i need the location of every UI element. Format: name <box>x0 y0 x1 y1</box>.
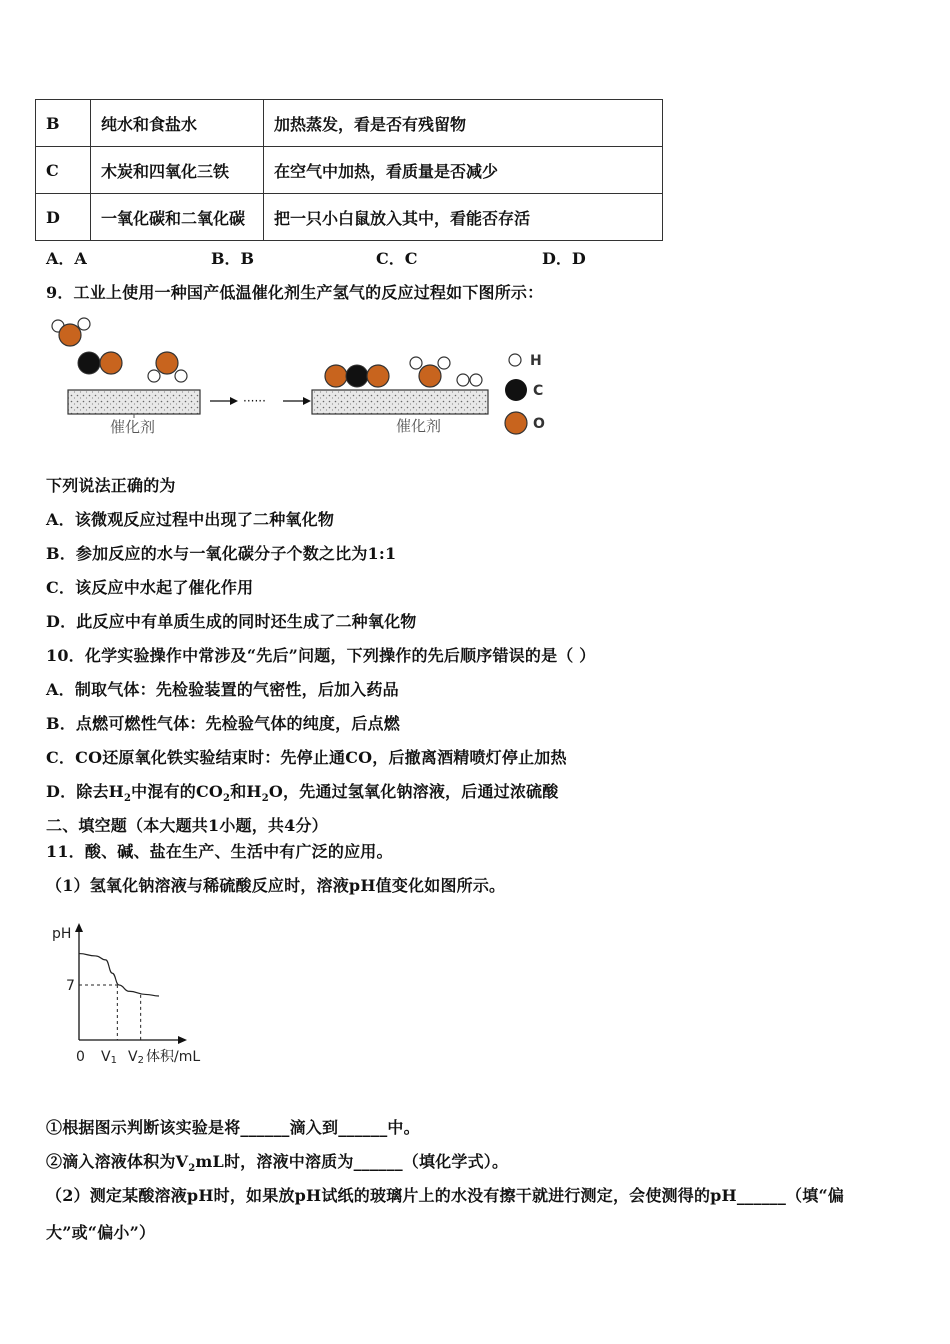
legend-o: O <box>533 416 545 432</box>
q9-option-d: D．此反应中有单质生成的同时还生成了二种氧化物 <box>46 612 417 631</box>
water-molecule-icon <box>410 357 450 387</box>
table-cell-label: C <box>36 147 91 194</box>
table-row <box>36 147 663 194</box>
q11-line1: ①根据图示判断该实验是将______滴入到______中。 <box>46 1118 420 1137</box>
q11-part2-b: 大”或“偏小”） <box>46 1223 156 1242</box>
choice-d: D．D <box>542 249 586 268</box>
q9-option-c: C．该反应中水起了催化作用 <box>46 578 254 597</box>
section-heading: 二、填空题（本大题共1小题，共4分） <box>46 816 328 835</box>
q10-option-d: D．除去$H_2$中混有的$CO_2$和$H_2O$，先通过氢氧化钠溶液，后通过浓硫酸 <box>46 782 559 805</box>
q9-option-b: B．参加反应的水与一氧化碳分子个数之比为1:1 <box>46 544 397 563</box>
x-tick-v1: V1 <box>101 1049 117 1066</box>
q9-option-a: A．该微观反应过程中出现了二种氧化物 <box>46 510 335 529</box>
water-molecule-icon <box>52 318 90 346</box>
hydrogen-atom-icon <box>509 354 521 366</box>
q11-part2-a: （2）测定某酸溶液pH时，如果放pH试纸的玻璃片上的水没有擦干就进行测定，会使测得的pH______（填“偏 <box>46 1186 845 1205</box>
table-cell-label: D <box>36 194 91 241</box>
y-tick-label: 7 <box>66 978 75 994</box>
y-axis-label: pH <box>52 926 72 942</box>
catalyst-slab <box>68 390 200 414</box>
q11-part1: （1）氢氧化钠溶液与稀硫酸反应时，溶液pH值变化如图所示。 <box>46 876 506 895</box>
q10-option-c: C．CO还原氧化铁实验结束时：先停止通CO，后撤离酒精喷灯停止加热 <box>46 748 567 767</box>
choice-c: C．C <box>376 249 418 268</box>
carbon-atom-icon <box>505 379 527 401</box>
legend-h: H <box>530 353 542 369</box>
catalyst-label-2: 催化剂 <box>396 417 442 435</box>
water-molecule-icon <box>148 352 187 382</box>
q10-option-a: A．制取气体：先检验装置的气密性，后加入药品 <box>46 680 399 699</box>
table-cell-col2: 一氧化碳和二氧化碳 <box>91 194 264 241</box>
table-cell-col2: 纯水和食盐水 <box>91 100 264 147</box>
arrow-dots: ······ <box>243 394 266 408</box>
table-cell-col3: 把一只小白鼠放入其中，看能否存活 <box>264 194 663 241</box>
q10-stem: 10．化学实验操作中常涉及“先后”问题，下列操作的先后顺序错误的是（ ） <box>46 646 596 665</box>
table-row <box>36 194 663 241</box>
co-molecule-icon <box>78 352 122 374</box>
oxygen-atom-icon <box>505 412 527 434</box>
x-axis-label: 体积/mL <box>146 1049 201 1065</box>
table-cell-label: B <box>36 100 91 147</box>
choice-b: B．B <box>211 249 255 268</box>
catalyst-slab <box>312 390 488 414</box>
h2-molecule-icon <box>457 374 482 386</box>
table-cell-col2: 木炭和四氧化三铁 <box>91 147 264 194</box>
x-tick-v2: V2 <box>128 1049 144 1066</box>
q11-line2: ②滴入溶液体积为$V_2mL$时，溶液中溶质为______（填化学式）。 <box>46 1152 509 1175</box>
legend <box>505 353 545 434</box>
co2-molecule-icon <box>325 365 389 387</box>
catalyst-label-1: 催化剂 <box>110 418 156 436</box>
q9-question: 下列说法正确的为 <box>46 476 176 495</box>
legend-c: C <box>533 383 544 399</box>
choice-a: A．A <box>46 249 87 268</box>
x-tick-0: 0 <box>76 1049 85 1065</box>
q9-stem: 9．工业上使用一种国产低温催化剂生产氢气的反应过程如下图所示： <box>46 283 544 302</box>
ph-chart <box>44 918 224 1068</box>
table-cell-col3: 加热蒸发，看是否有残留物 <box>264 100 663 147</box>
ph-curve <box>79 954 159 996</box>
table-cell-col3: 在空气中加热，看质量是否减少 <box>264 147 663 194</box>
q11-stem: 11．酸、碱、盐在生产、生活中有广泛的应用。 <box>46 842 393 861</box>
reaction-diagram <box>40 310 560 445</box>
table-row <box>36 100 663 147</box>
q10-option-b: B．点燃可燃性气体：先检验气体的纯度，后点燃 <box>46 714 400 733</box>
options-table <box>35 99 663 241</box>
